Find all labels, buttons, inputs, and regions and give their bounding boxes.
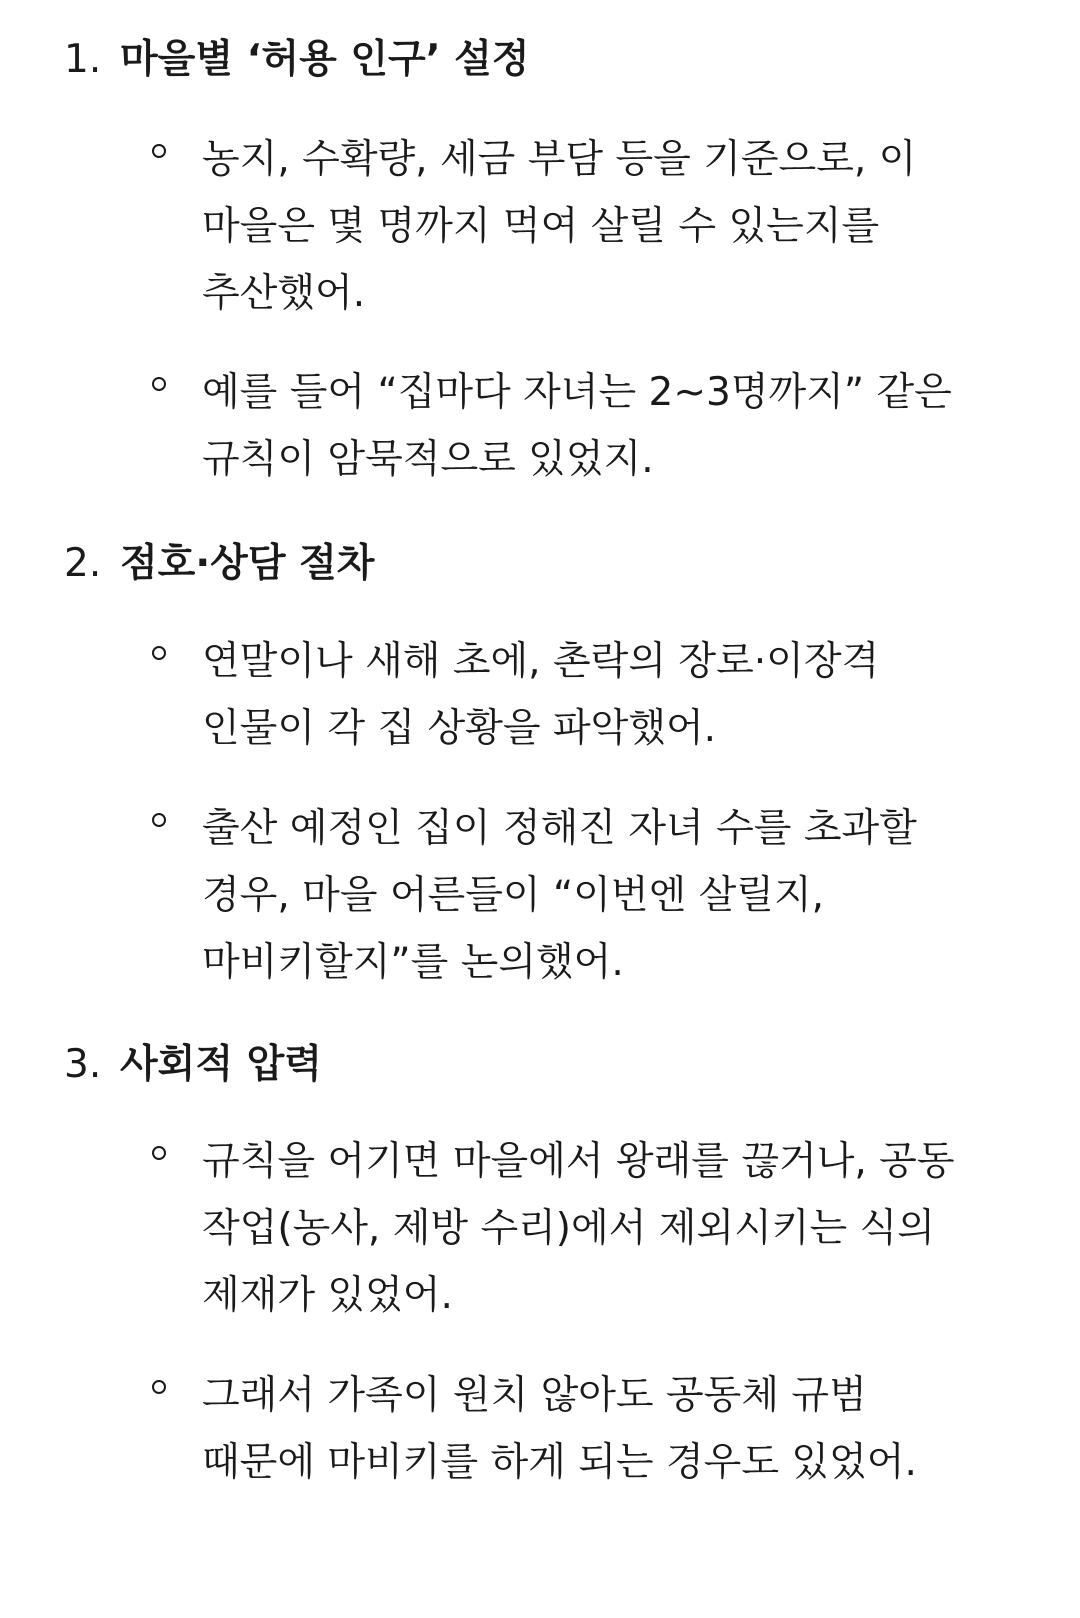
list-item-text: 규칙을 어기면 마을에서 왕래를 끊거나, 공동 작업(농사, 제방 수리)에서 제외시키는 식의 제재가 있었어. [202,1139,955,1318]
section-title: 사회적 압력 [120,1042,322,1087]
hollow-circle-bullet-icon [152,813,166,827]
list-item-text: 농지, 수확량, 세금 부담 등을 기준으로, 이 마을은 몇 명까지 먹여 살릴 수 있는지를 추산했어. [202,137,917,316]
hollow-circle-bullet-icon [152,646,166,660]
section-title: 점호·상담 절차 [120,541,375,586]
list-item-text: 연말이나 새해 초에, 촌락의 장로·이장격 인물이 각 집 상황을 파악했어. [202,639,880,751]
section-number: 2. [64,541,102,586]
hollow-circle-bullet-icon [152,1146,166,1160]
section-number: 1. [64,37,102,82]
section-heading-1 [64,36,529,84]
section-heading-3 [64,1041,322,1089]
section-title: 마을별 ‘허용 인구’ 설정 [120,37,530,82]
hollow-circle-bullet-icon [152,1380,166,1394]
list-item-text: 예를 들어 “집마다 자녀는 2~3명까지” 같은 규칙이 암묵적으로 있었지. [202,370,952,482]
list-item-text: 출산 예정인 집이 정해진 자녀 수를 초과할 경우, 마을 어른들이 “이번엔 살릴지, 마비키할지”를 논의했어. [202,806,917,985]
section-heading-2 [64,540,374,588]
hollow-circle-bullet-icon [152,377,166,391]
section-number: 3. [64,1042,102,1087]
hollow-circle-bullet-icon [152,144,166,158]
list-item-text: 그래서 가족이 원치 않아도 공동체 규범 때문에 마비키를 하게 되는 경우도 있었어. [202,1373,917,1485]
